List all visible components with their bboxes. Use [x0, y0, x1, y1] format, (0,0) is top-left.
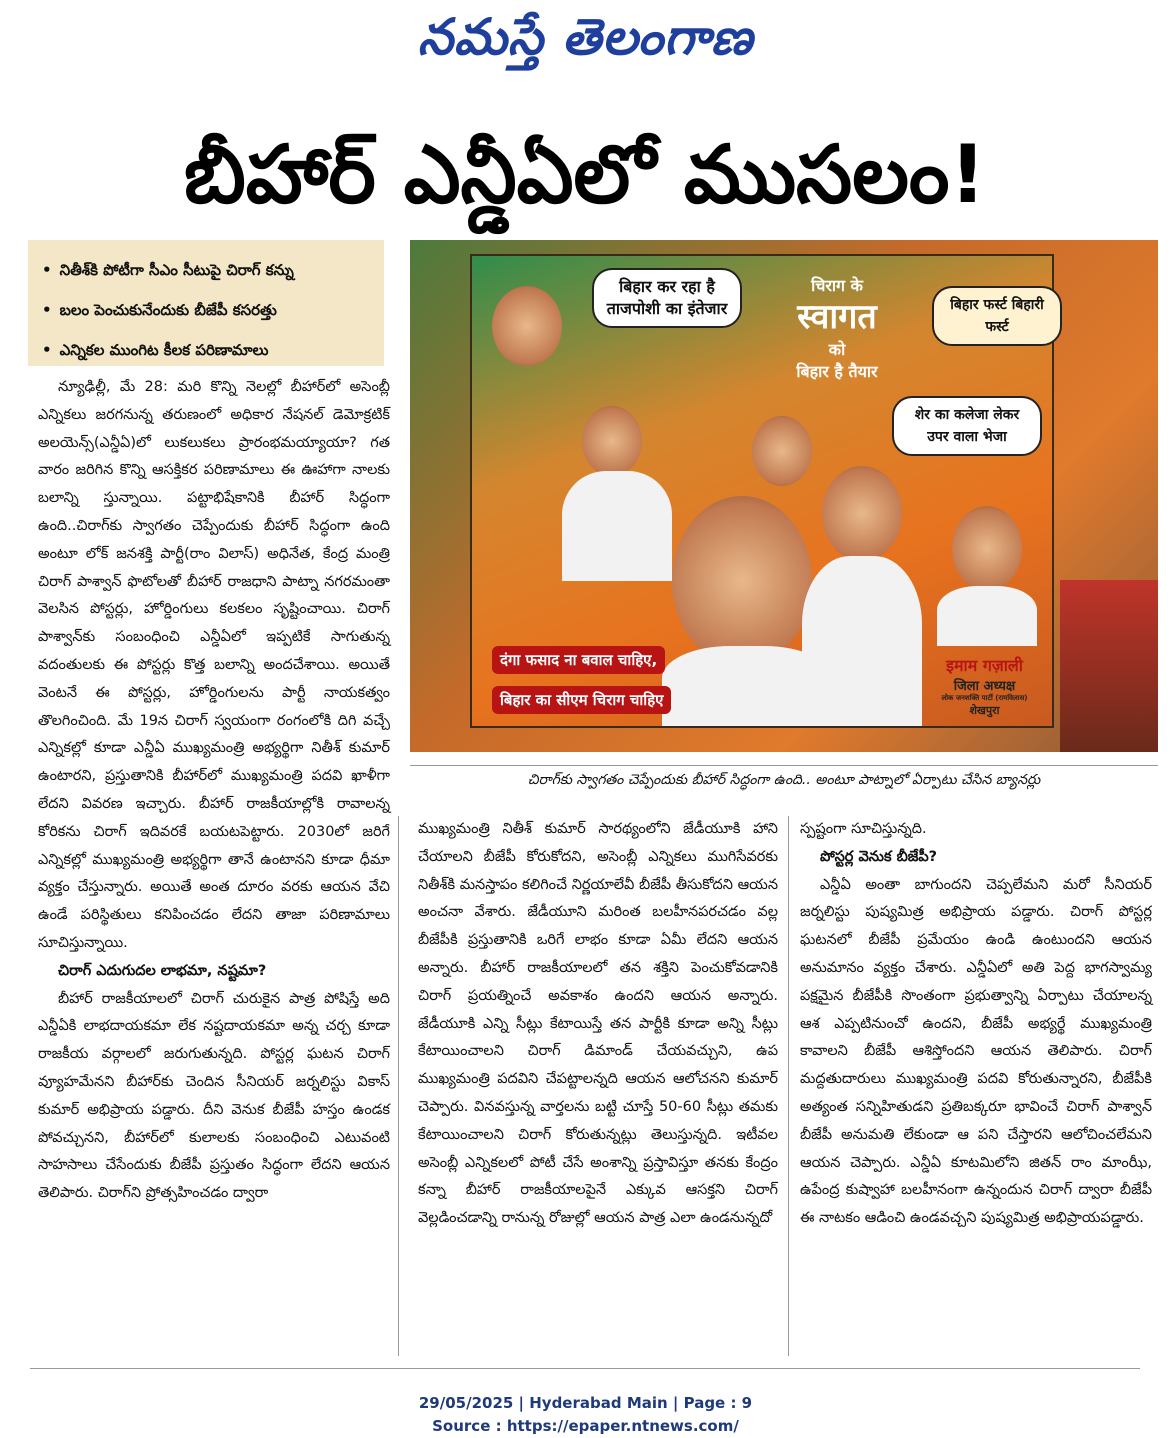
- footer: [0, 1392, 1171, 1438]
- footer-edition-info: 29/05/2025 | Hyderabad Main | Page : 9: [418, 1394, 753, 1412]
- person-photo: [562, 471, 672, 581]
- highlight-item: • బలం పెంచుకునేందుకు బీజేపీ కసరత్తు: [42, 290, 384, 330]
- article-paragraph: బీహార్ రాజకీయాలలో చిరాగ్ చురుకైన పాత్ర పోషిస్తే అది ఎన్డీఏకి లాభదాయకమా లేక నష్టదాయకమా అన్న చర్చ కూడా రాజకీయ వర్గాలలో జరుగుతున్నది. పోస్టర్ల ఘటన చిరాగ్ వ్యూహమేనని బీహార్‌కు చెందిన సీనియర్ జర్నలిస్టు వికాస్ కుమార్ అభిప్రాయ పడ్డారు. దీని వెనుక బీజేపీ హస్తం ఉండక పోవచ్చునని, బీహార్‌లో కులాలకు సంబంధించి ఎటువంటి సాహసాలు చేసేందుకు బీజేపీ ప్రస్తుతం సిద్ధంగా లేదని ఆయన తెలిపారు. చిరాగ్‌ని ప్రోత్సహించడం ద్వారా: [38, 990, 390, 1202]
- poster-party: लोक जनशक्ति पार्टी (रामविलास): [941, 694, 1028, 702]
- poster-designation: जिला अध्यक्ष: [953, 679, 1016, 694]
- column-divider: [788, 816, 789, 1356]
- poster-banner: [470, 254, 1054, 728]
- slogan-box: बिहार का सीएम चिराग चाहिए: [492, 686, 671, 714]
- article-paragraph: స్పష్టంగా సూచిస్తున్నది.: [800, 821, 927, 837]
- person-photo: [752, 416, 812, 486]
- headline: బీహార్ ఎన్డీఏలో ముసలం!: [184, 128, 986, 221]
- footer-divider: [30, 1368, 1140, 1369]
- article-column-1: [38, 374, 390, 1208]
- article-column-2: [418, 816, 778, 1233]
- chariot-shape: [1060, 580, 1158, 752]
- poster-name: इमाम गज़ाली: [946, 656, 1023, 675]
- article-subheading: పోస్టర్ల వెనుక బీజేపీ?: [820, 848, 938, 865]
- speech-bubble-left: बिहार कर रहा है ताजपोशी का इंतेजार: [592, 268, 742, 328]
- footer-source-link[interactable]: Source : https://epaper.ntnews.com/: [432, 1417, 739, 1435]
- slogan-box: दंगा फसाद ना बवाल चाहिए,: [492, 646, 665, 674]
- article-subheading: చిరాగ్ ఎదుగుదల లాభమా, నష్టమా?: [58, 962, 267, 979]
- person-photo: [672, 496, 812, 666]
- banner-title-line: चिराग के: [811, 276, 863, 295]
- banner-title-line: को: [828, 340, 846, 359]
- person-photo: [492, 286, 562, 366]
- column-divider: [398, 816, 399, 1356]
- banner-title-line: बिहार है तैयार: [796, 362, 878, 381]
- article-column-3: [800, 816, 1152, 1233]
- masthead-title: నమస్తే తెలంగాణ: [417, 8, 754, 66]
- highlight-item: • ఎన్నికల ముంగిట కీలక పరిణామాలు: [42, 330, 384, 370]
- highlights-box: [28, 240, 384, 366]
- person-photo: [822, 466, 902, 561]
- news-photo: [410, 240, 1158, 752]
- masthead: [0, 8, 1171, 79]
- article-paragraph: న్యూఢిల్లీ, మే 28: మరి కొన్ని నెలల్లో బీహార్‌లో అసెంబ్లీ ఎన్నికలు జరగనున్న తరుణంలో అధికార నేషనల్ డెమోక్రటిక్ అలయెన్స్(ఎన్డీఏ)లో లుకలుకలు ప్రారంభమయ్యాయా? గత వారం జరిగిన కొన్ని ఆసక్తికర పరిణామాలు ఈ ఊహాగా నాలకు బలాన్ని స్తున్నాయి. పట్టాభిషేకానికి బీహార్ సిద్ధంగా ఉంది..చిరాగ్‌కు స్వాగతం చెప్పేందుకు బీహార్ సిద్ధంగా ఉంది అంటూ లోక్ జనశక్తి పార్టీ(రాం విలాస్) అధినేత, కేంద్ర మంత్రి చిరాగ్ పాశ్వాన్ ఫొటోలతో బీహార్ రాజధాని పాట్నా నగరమంతా వెలసిన పోస్టర్లు, హోర్డింగులు కలకలం సృష్టించాయి. చిరాగ్ పాశ్వాన్‌కు సంబంధించి ఎన్డీఏలో ఇప్పటికే సాగుతున్న వదంతులకు ఈ పోస్టర్లు కొత్త బలాన్ని అందచేశాయి. అయితే వెంటనే ఈ పోస్టర్లు, హోర్డింగులను పార్టీ నాయకత్వం తొలగించింది. మే 19న చిరాగ్ స్వయంగా రంగంలోకి దిగి వచ్చే ఎన్నికల్లో కూడా ఎన్డీఏ ముఖ్యమంత్రి అభ్యర్థిగా నితీశ్ కుమార్ ఉంటారని, ప్రస్తుతానికి బీహార్‌లో ముఖ్యమంత్రి పదవి ఖాళీగా లేదని వివరణ ఇచ్చారు. బీహార్ రాజకీయాల్లోకి రావాలన్న కోరికను చిరాగ్ ఇదివరకే బయటపెట్టారు. 2030లో జరిగే ఎన్నికల్లో ముఖ్యమంత్రి అభ్యర్థిగా తానే ఉంటానని కూడా ధీమా వ్యక్తం చేస్తున్నారు. అయితే అంత దూరం వరకు ఆయన వేచి ఉండే పరిస్థితులు కనిపించడం లేదని తాజా పరిణామాలు సూచిస్తున్నాయి.: [38, 379, 390, 951]
- poster-place: शेखपुरा: [969, 704, 1000, 717]
- person-photo: [952, 506, 1022, 591]
- caption-divider: [410, 765, 1158, 766]
- speech-bubble-top-right: बिहार फर्स्ट बिहारी फर्स्ट: [932, 286, 1062, 346]
- person-photo: [802, 556, 922, 726]
- highlight-item: • నితీశ్‌కి పోటీగా సీఎం సీటుపై చిరాగ్ కన్ను: [42, 250, 384, 290]
- banner-title: [742, 274, 932, 382]
- person-photo: [937, 586, 1037, 646]
- person-photo: [582, 406, 642, 476]
- article-paragraph: ఎన్డీఏ అంతా బాగుందని చెప్పలేమని మరో సీనియర్ జర్నలిస్టు పుష్యమిత్ర అభిప్రాయ పడ్డారు. చిరాగ్ పోస్టర్ల ఘటనలో బీజేపీ ప్రమేయం ఉండి ఉంటుందని ఆయన అనుమానం వ్యక్తం చేశారు. ఎన్డీఏలో అతి పెద్ద భాగస్వామ్య పక్షమైన బీజేపీకి సొంతంగా ప్రభుత్వాన్ని ఏర్పాటు చేయాలన్న ఆశ ఎప్పటినుంచో ఉందని, బీజేపీ అభ్యర్థే ముఖ్యమంత్రి కావాలని బీజేపీ ఆశిస్తోందని ఆయన తెలిపారు. చిరాగ్ మద్దతుదారులు ముఖ్యమంత్రి పదవి కోరుతున్నారని, బీజేపీకి అత్యంత సన్నిహితుడని ప్రతిబక్కరూ భావించే చిరాగ్ పాశ్వాన్ బీజేపీ అనుమతి లేకుండా ఆ పని చేస్తారని ఆలోచించలేమని ఆయన చెప్పారు. ఎన్డీఏ కూటమిలోని జితన్ రాం మాంఝీ, ఉపేంద్ర కుష్వాహా బలహీనంగా ఉన్నందున చిరాగ్ ద్వారా బీజేపీ ఈ నాటకం ఆడించి ఉండవచ్చని పుష్యమిత్ర అభిప్రాయపడ్డారు.: [800, 876, 1152, 1227]
- speech-bubble-right: शेर का कलेजा लेकर उपर वाला भेजा: [892, 396, 1042, 456]
- photo-caption: చిరాగ్‌కు స్వాగతం చెప్పేందుకు బీహార్ సిద్ధంగా ఉంది.. అంటూ పాట్నాలో ఏర్పాటు చేసిన బ్యానర్లు: [527, 772, 1041, 788]
- article-paragraph: ముఖ్యమంత్రి నితీశ్ కుమార్ సారథ్యంలోని జేడీయూకి హాని చేయాలని బీజేపీ కోరుకోదని, అసెంబ్లీ ఎన్నికలు ముగిసేవరకు నితీశ్‌కి మనస్తాపం కలిగించే నిర్ణయాలేవీ బీజేపీ తీసుకోదని ఆయన అంచనా వేశారు. జేడీయూని మరింత బలహీనపరచడం వల్ల బీజేపీకి ప్రస్తుతానికి ఒరిగే లాభం కూడా ఏమీ లేదని ఆయన అన్నారు. బీహార్ రాజకీయాలలో తన శక్తిని పెంచుకోవడానికి చిరాగ్ ప్రయత్నించే అవకాశం ఉందని ఆయన అన్నారు. జేడీయూకి ఎన్ని సీట్లు కేటాయిస్తే తన పార్టీకి కూడా అన్ని సీట్లు కేటాయించాలని చిరాగ్ డిమాండ్ చేయవచ్చుని, ఉప ముఖ్యమంత్రి పదవిని చేపట్టాలన్నది ఆయన ఆలోచనని కుమార్ చెప్పారు. వినవస్తున్న వార్తలను బట్టి చూస్తే 50-60 సీట్లు తమకు కేటాయించాలని చిరాగ్ కోరుతున్నట్లు తెలుస్తున్నది. ఇటీవల అసెంబ్లీ ఎన్నికలలో పోటీ చేసే అంశాన్ని ప్రస్తావిస్తూ తనకు కేంద్రం కన్నా బీహార్ రాజకీయాలపైనే ఎక్కువ ఆసక్తని చిరాగ్ వెల్లడించడాన్ని రానున్న రోజుల్లో ఆయన పాత్ర ఎలా ఉండనున్నదో: [418, 821, 778, 1227]
- banner-title-line: स्वागत: [797, 297, 877, 337]
- poster-name-block: [922, 654, 1047, 718]
